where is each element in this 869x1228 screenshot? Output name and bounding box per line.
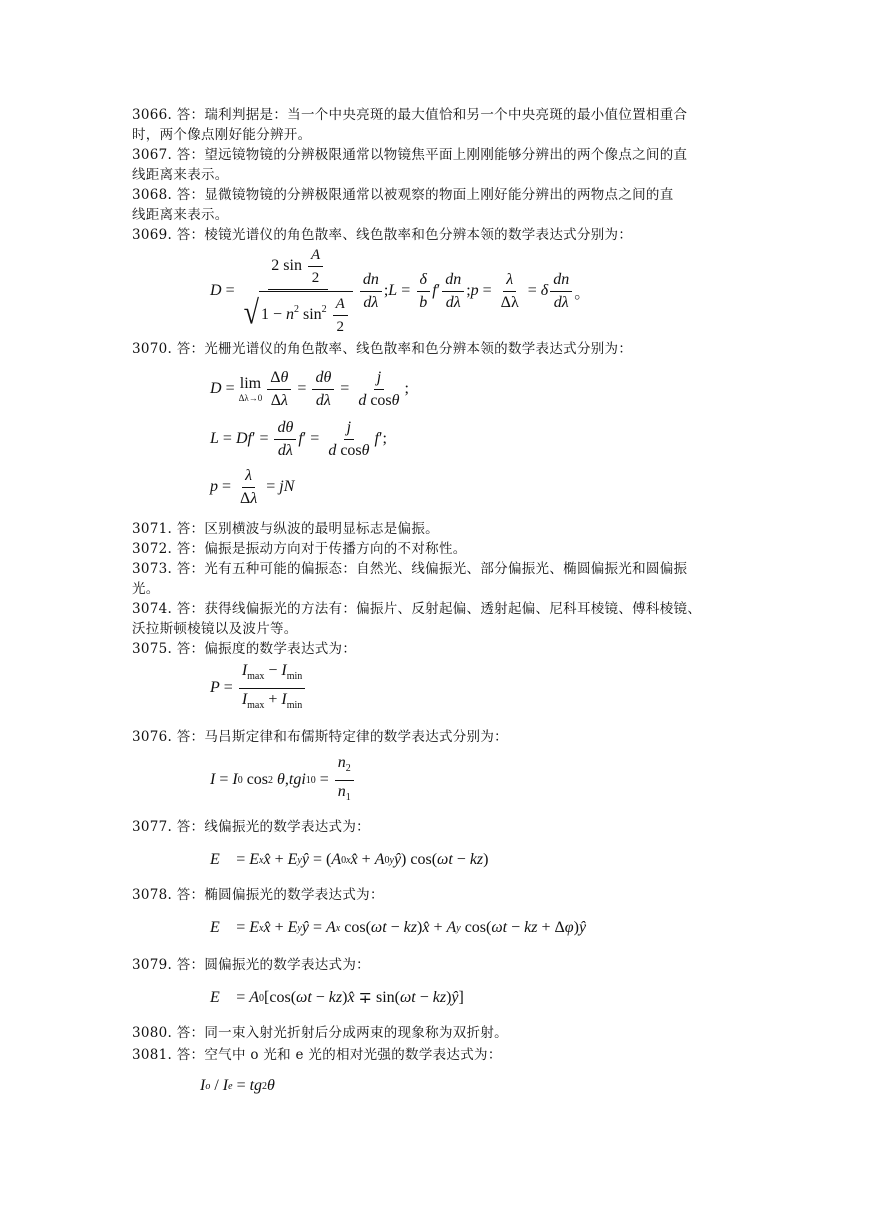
answer-3077: 3077. 答：线偏振光的数学表达式为： — [132, 819, 370, 835]
formula-3076-malus-brewster: I = I 0 cos 2 θ , tgi 10 = $\frac{n_2}{n_1}$ — [210, 756, 356, 804]
answer-3067-line2: 线距离来表示。 — [132, 167, 229, 183]
answer-3081: 3081. 答：空气中 o 光和 e 光的相对光强的数学表达式为： — [132, 1047, 502, 1063]
answer-3067-line1: 3067. 答：望远镜物镜的分辨极限通常以物镜焦平面上刚刚能够分辨出的两个像点之间的直 — [132, 147, 688, 163]
answer-3066-line2: 时，两个像点刚好能分辨开。 — [132, 127, 312, 143]
answer-3071: 3071. 答：区别横波与纵波的最明显标志是偏振。 — [132, 521, 439, 537]
answer-3076: 3076. 答：马吕斯定律和布儒斯特定律的数学表达式分别为： — [132, 729, 508, 745]
answer-3078: 3078. 答：椭圆偏振光的数学表达式为： — [132, 887, 384, 903]
formula-3077-linear-polarization: E⃗ = E x x̂ + E y ŷ = ( A 0x x̂ + A 0y ŷ ) cos( ωt − kz ) — [210, 851, 489, 868]
formula-3070-angular-dispersion: D = lim Δλ→0 $\frac{\Delta\theta}{\Delta\lambda}$ = $\frac{d\theta}{d\lambda}$ = $\frac{j}{\text{d cosθ}}$ ; — [210, 368, 409, 409]
answer-3069: 3069. 答：棱镜光谱仪的角色散率、线色散率和色分辨本领的数学表达式分别为： — [132, 227, 633, 243]
formula-3081-relative-intensity: I o / I e = tg 2 θ — [200, 1077, 275, 1094]
formula-3070-resolving-power: p = $\frac{\lambda}{\Delta\lambda}$ = jN — [210, 466, 295, 507]
answer-3072: 3072. 答：偏振是振动方向对于传播方向的不对称性。 — [132, 541, 467, 557]
formula-3069-prism: D = 2 sin $\frac{A}{2}$ √ $1 - n^2$ $\sin^2$ $\frac{A}{2}$ $\frac{dn}{d\lambda}$ ; L = $\frac{\delta}{b}$ f ′ $\frac{dn}{d\lambda}$ ; p = $\frac{\lambda}{\Delta\lambda}$ = δ $\frac{dn}{d\lambda}$ 。 — [210, 247, 591, 335]
answer-3066-line1: 3066. 答：瑞利判据是：当一个中央亮斑的最大值恰和另一个中央亮斑的最小值位置相重合 — [132, 107, 688, 123]
formula-3075-degree-of-polarization: P = $\frac{I_{max} - I_{min}}{I_{max} + I_{min}}$ — [210, 664, 307, 712]
answer-3068-line2: 线距离来表示。 — [132, 207, 229, 223]
answer-3079: 3079. 答：圆偏振光的数学表达式为： — [132, 957, 370, 973]
formula-3070-linear-dispersion: L = Df ′ = $\frac{d\theta}{d\lambda}$ f ′ = $\frac{j}{\text{d cosθ}}$ f ′; — [210, 418, 387, 459]
answer-3068-line1: 3068. 答：显微镜物镜的分辨极限通常以被观察的物面上刚好能分辨出的两物点之间的直 — [132, 187, 674, 203]
answer-3070: 3070. 答：光栅光谱仪的角色散率、线色散率和色分辨本领的数学表达式分别为： — [132, 341, 633, 357]
answer-3074-line1: 3074. 答：获得线偏振光的方法有：偏振片、反射起偏、透射起偏、尼科耳棱镜、傅科棱镜、 — [132, 601, 702, 617]
formula-3079-circular-polarization: E⃗ = A 0 [cos( ωt − kz ) x̂ ∓ sin( ωt − kz ) ŷ ] — [210, 989, 464, 1007]
formula-3078-elliptical-polarization: E⃗ = E x x̂ + E y ŷ = A x cos( ωt − kz ) x̂ + A y cos( ωt − kz + Δ φ ) ŷ — [210, 919, 587, 936]
answer-3073-line2: 光。 — [132, 581, 160, 597]
answer-3080: 3080. 答：同一束入射光折射后分成两束的现象称为双折射。 — [132, 1025, 508, 1041]
answer-3074-line2: 沃拉斯顿棱镜以及波片等。 — [132, 621, 298, 637]
answer-3073-line1: 3073. 答：光有五种可能的偏振态：自然光、线偏振光、部分偏振光、椭圆偏振光和圆偏振 — [132, 561, 688, 577]
answer-3075: 3075. 答：偏振度的数学表达式为： — [132, 641, 357, 657]
